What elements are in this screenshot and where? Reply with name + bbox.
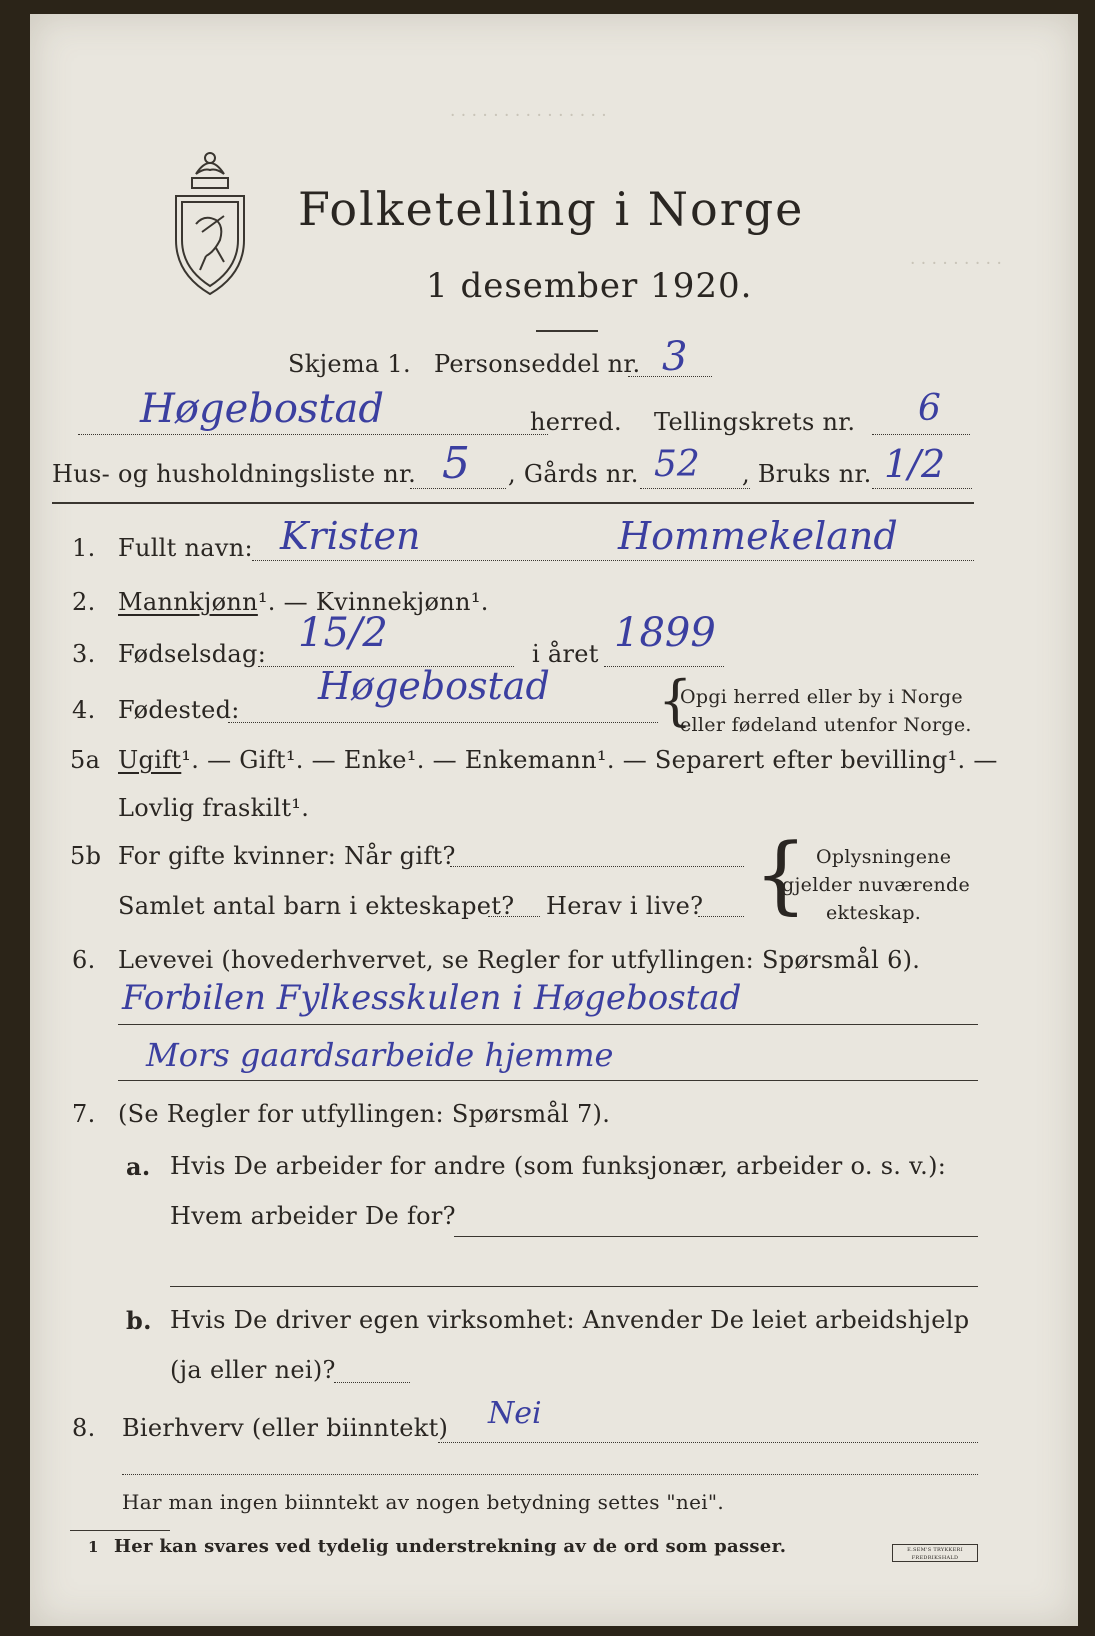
- q6-number: 6.: [72, 946, 96, 974]
- q5a-number: 5a: [70, 746, 101, 774]
- q3-label: Fødselsdag:: [118, 640, 267, 668]
- q1-number: 1.: [72, 534, 96, 562]
- arbeider-for-field[interactable]: [454, 1236, 978, 1237]
- tellingskrets-label: Tellingskrets nr.: [654, 408, 856, 436]
- aar-value: 1899: [614, 610, 716, 656]
- herav-live-field[interactable]: [698, 916, 744, 917]
- q5a-rest: ¹. — Gift¹. — Enke¹. — Enkemann¹. — Separert efter bevilling¹. —: [181, 746, 998, 774]
- herred-label: herred.: [530, 408, 622, 436]
- fullt-navn-last: Hommekeland: [618, 514, 898, 558]
- aar-field[interactable]: [604, 666, 724, 667]
- q2-number: 2.: [72, 588, 96, 616]
- q5b-note-2: gjelder nuværende: [782, 874, 971, 896]
- q4-note-2: eller fødeland utenfor Norge.: [680, 714, 972, 736]
- q7a-text: Hvis De arbeider for andre (som funksjonær, arbeider o. s. v.):: [170, 1152, 947, 1180]
- q7-label: (Se Regler for utfyllingen: Spørsmål 7).: [118, 1100, 611, 1128]
- ugift-option[interactable]: Ugift: [118, 746, 182, 774]
- q4-label: Fødested:: [118, 696, 240, 724]
- footer-note: Har man ingen biinntekt av nogen betydning settes "nei".: [122, 1490, 725, 1514]
- q7b-text: Hvis De driver egen virksomhet: Anvender De leiet arbeidshjelp: [170, 1306, 970, 1334]
- arbeider-for-field-2[interactable]: [170, 1286, 978, 1287]
- q5b-brace: {: [754, 825, 808, 923]
- fullt-navn-first: Kristen: [280, 514, 421, 558]
- gards-field[interactable]: [640, 488, 750, 489]
- q5a-line-2: Lovlig fraskilt¹.: [118, 794, 310, 822]
- bruks-label: , Bruks nr.: [742, 460, 872, 488]
- skjema-label: Skjema 1.: [288, 350, 411, 378]
- q2-end: ¹.: [470, 588, 489, 616]
- q3-year-label: i året: [532, 640, 599, 668]
- q7a-letter: a.: [126, 1152, 151, 1181]
- q5b-line-1: For gifte kvinner: Når gift?: [118, 842, 456, 870]
- q7b-question: (ja eller nei)?: [170, 1356, 336, 1384]
- q4-note-1: Opgi herred eller by i Norge: [680, 686, 963, 708]
- bruks-field[interactable]: [872, 488, 972, 489]
- herred-field[interactable]: [78, 434, 548, 435]
- census-form-page: · · · · · · · · · · · · · · · · · · · · · · · · Folketelling i Norge 1 desember 1920. Skjema 1. Personseddel nr. 3 Høgebostad herred. Tellingskrets nr. 6 Hus- og husholdningsliste nr. 5 , Gårds nr. 52 , Bruks nr. 1/2 1. Fullt navn: Kristen Hommekeland 2. Mannkjønn¹. — Kvinnekjønn¹. 3. Fødselsdag: 15/2 i året 1899 4. Fødested: Høgebostad { Opgi herred eller by i Norge eller fødeland utenfor Norge. 5a Ugift¹. — Gift¹. — Enke¹. — Enkemann¹. — Separert efter bevilling¹. — Lovlig fraskilt¹. 5b For gifte kvinner: Når gift? Samlet antal barn i ekteskapet? Herav i live? { Oplysningene gjelder nuværende ekteskap. 6. Levevei (hovederhvervet, se Regler for utfyllingen: Spørsmål 6). Forbilen Fylkesskulen i Høgebostad Mors gaardsarbeide hjemme 7. (Se Regler for utfyllingen: Spørsmål 7). a. Hvis De arbeider for andre (som funksjonær, arbeider o. s. v.): Hvem arbeider De for? b. Hvis De driver egen virksomhet: Anvender De leiet arbeidshjelp (ja eller nei)? 8. Bierhverv (eller biinntekt) Nei Har man ingen biinntekt av nogen betydning settes "nei". 1 Her kan svares ved tydelig understrekning av de ord som passer. E.SEM'S TRYKKERI FREDRIKSHALD: [30, 14, 1078, 1626]
- title-divider: [536, 330, 598, 332]
- header-divider: [52, 502, 974, 504]
- form-subtitle: 1 desember 1920.: [426, 266, 753, 306]
- form-title: Folketelling i Norge: [298, 182, 805, 236]
- fodested-value: Høgebostad: [318, 664, 550, 708]
- personseddel-label: Personseddel nr.: [434, 350, 641, 378]
- q3-number: 3.: [72, 640, 96, 668]
- footnote-text: Her kan svares ved tydelig understrekning av de ord som passer.: [114, 1536, 787, 1557]
- q5b-barn-label: Samlet antal barn i ekteskapet?: [118, 892, 515, 920]
- leiet-hjelp-field[interactable]: [334, 1382, 410, 1383]
- q5b-note-3: ekteskap.: [826, 902, 922, 924]
- q6-label: Levevei (hovederhvervet, se Regler for utfyllingen: Spørsmål 6).: [118, 946, 921, 974]
- hus-value: 5: [442, 438, 470, 489]
- q4-brace: {: [658, 669, 693, 732]
- personseddel-value: 3: [662, 334, 688, 380]
- q1-label: Fullt navn:: [118, 534, 253, 562]
- q8-number: 8.: [72, 1414, 96, 1442]
- printer-stamp: E.SEM'S TRYKKERI FREDRIKSHALD: [892, 1544, 978, 1562]
- q7a-question: Hvem arbeider De for?: [170, 1202, 456, 1230]
- tellingskrets-value: 6: [918, 388, 941, 429]
- levevei-answer-2: Mors gaardsarbeide hjemme: [146, 1036, 614, 1074]
- q7b-letter: b.: [126, 1306, 152, 1335]
- footer-divider: [122, 1474, 978, 1475]
- q2-separator: ¹. —: [257, 588, 316, 616]
- fodselsdag-value: 15/2: [298, 610, 388, 656]
- levevei-answer-1: Forbilen Fylkesskulen i Høgebostad: [122, 978, 742, 1018]
- gards-value: 52: [654, 444, 700, 485]
- mannkjonn-option[interactable]: Mannkjønn: [118, 588, 258, 616]
- kvinnekjonn-option[interactable]: Kvinnekjønn: [315, 588, 471, 616]
- tellingskrets-field[interactable]: [872, 434, 970, 435]
- bierhverv-field[interactable]: [438, 1442, 978, 1443]
- hus-label: Hus- og husholdningsliste nr.: [52, 460, 417, 488]
- levevei-line-2[interactable]: [118, 1080, 978, 1081]
- q4-number: 4.: [72, 696, 96, 724]
- q5b-number: 5b: [70, 842, 102, 870]
- barn-field[interactable]: [488, 916, 540, 917]
- q5b-note-1: Oplysningene: [816, 846, 952, 868]
- bruks-value: 1/2: [884, 442, 946, 486]
- coat-of-arms-icon: [166, 144, 254, 304]
- footnote-rule: [70, 1530, 170, 1531]
- naar-gift-field[interactable]: [450, 866, 744, 867]
- q5b-live-label: Herav i live?: [546, 892, 704, 920]
- gards-label: , Gårds nr.: [508, 460, 639, 488]
- fullt-navn-field[interactable]: [252, 560, 974, 561]
- footnote-number: 1: [88, 1538, 99, 1556]
- bierhverv-value: Nei: [488, 1396, 542, 1431]
- q7-number: 7.: [72, 1100, 96, 1128]
- herred-value: Høgebostad: [140, 386, 384, 432]
- fodested-field[interactable]: [228, 722, 658, 723]
- levevei-line-1[interactable]: [118, 1024, 978, 1025]
- q8-label: Bierhverv (eller biinntekt): [122, 1414, 449, 1442]
- q5a-row: [118, 746, 998, 774]
